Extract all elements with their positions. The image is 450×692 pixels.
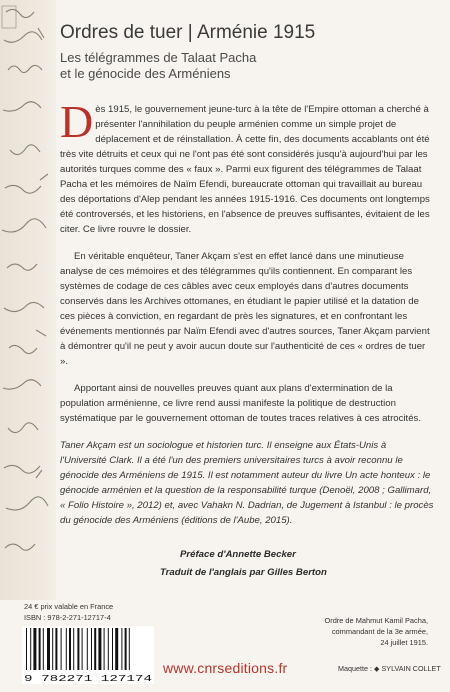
barcode-bar bbox=[30, 628, 31, 670]
caption-line-2: commandant de la 3e armée, bbox=[331, 627, 428, 636]
subtitle-line-2: et le génocide des Arméniens bbox=[60, 66, 231, 81]
barcode-bar bbox=[26, 628, 27, 670]
paragraph-2: En véritable enquêteur, Taner Akçam s'est en effet lancé dans une minutieuse analyse de ces mémoires et des télégrammes qu'ils contiennent. En comparant les systèmes de codage de ces câbles avec ceux employés dans d'autres documents conservés dans les Archives ottomanes, en étudiant le papier utilisé et la datation de ces pièces à conviction, en regardant de près les signatures, et en confrontant les événements mentionnés par Naïm Efendi avec d'autres sources, Taner Akçam parvient à démontrer qu'il ne peut y avoir aucun doute sur l'authenticité de ces « ordres de tuer ». bbox=[60, 251, 430, 367]
barcode-bar bbox=[61, 628, 62, 670]
barcode-bar bbox=[112, 628, 113, 670]
book-title: Ordres de tuer | Arménie 1915 bbox=[60, 22, 316, 43]
drop-cap-letter: D bbox=[60, 96, 94, 147]
price-label: 24 € prix valable en France bbox=[24, 602, 114, 611]
barcode-bar bbox=[39, 628, 41, 670]
barcode-bar bbox=[73, 628, 74, 670]
blurb-text bbox=[60, 96, 434, 528]
caption-line-3: 24 juillet 1915. bbox=[380, 638, 428, 647]
barcode-bar bbox=[98, 628, 101, 670]
caption-line-1: Ordre de Mahmut Kamil Pacha, bbox=[324, 616, 428, 625]
barcode-bar bbox=[33, 628, 36, 670]
image-caption bbox=[288, 615, 428, 648]
barcode-bar bbox=[66, 628, 67, 670]
subtitle-line-1: Les télégrammes de Talaat Pacha bbox=[60, 50, 257, 65]
barcode-bar bbox=[121, 628, 122, 670]
preface-credit: Préface d'Annette Becker bbox=[180, 549, 296, 560]
bio-text-1: est un sociologue et historien turc. Il enseigne aux États-Unis à l'Université Clark. Il a été l'un des premiers universitaires turcs à avoir reconnu le génocide des Arméniens de 1915. Il est notamment auteur du livre bbox=[60, 440, 403, 481]
bio-text-2: (Denoël, 2008 ; Gallimard, « Folio Histoire », 2012) et, avec Vahakn N. Dadrian, de bbox=[60, 485, 432, 511]
barcode-bar bbox=[52, 628, 53, 670]
barcode-bar bbox=[104, 628, 105, 670]
barcode-bar bbox=[115, 628, 118, 670]
barcode-bar bbox=[47, 628, 50, 670]
isbn-label: ISBN : 978-2-271-12717-4 bbox=[24, 613, 111, 622]
ottoman-document-image bbox=[0, 0, 56, 600]
author-bio bbox=[60, 438, 434, 528]
paragraph-3: Apportant ainsi de nouvelles preuves quant aux plans d'extermination de la population arménienne, ce livre rend aussi manifeste la politique de destruction systématique par le gouvernement ottoman de toutes traces relatives à ces atrocités. bbox=[60, 383, 422, 424]
barcode-bar bbox=[87, 628, 88, 670]
bio-book-1: Un acte honteux : le génocide arménien et la question de la responsabilité turque bbox=[60, 470, 431, 496]
barcode-bar bbox=[77, 628, 79, 670]
publisher-website-link[interactable]: www.cnrseditions.fr bbox=[163, 660, 288, 676]
barcode-bar bbox=[94, 628, 96, 670]
barcode-bar bbox=[129, 628, 130, 670]
design-credit: Maquette : ◆ SYLVAIN COLLET bbox=[338, 664, 441, 673]
price-isbn-block bbox=[24, 601, 113, 623]
paragraph-1-text: ès 1915, le gouvernement jeune-turc à la tête de l'Empire ottoman a cherché à présenter l'annihilation du peuple arménien comme un simple projet de déplacement et de réinstallation. À cette fin, des documents accablants ont été très vite détruits et ceux qui ne l'ont pas été sont considérés jusqu'à aujourd'hui par les autorités turques comme des « faux ». Parmi eux figurent des télégrammes de Talaat Pacha et les mémoires de Naïm Efendi, bureaucrate ottoman qui travaillait au bureau des déportations d'Alep pendant les années 1915-1916. Ces documents ont longtemps été controversés, et les historiens, en l'absence de preuves suffisantes, évitaient de les citer. Ce livre rouvre le dossier. bbox=[60, 104, 430, 235]
barcode-digits: 9 782271 127174 bbox=[24, 673, 153, 684]
barcode-bar bbox=[91, 628, 92, 670]
barcode bbox=[22, 626, 154, 684]
barcode-bar bbox=[69, 628, 71, 670]
bio-text-3: (éditions de l'Aube, 2015). bbox=[178, 515, 293, 526]
bio-book-2: Jugement à Istanbul : le procès du génocide des Arméniens bbox=[60, 500, 434, 526]
author-name: Taner Akçam bbox=[60, 440, 116, 451]
book-subtitle bbox=[60, 50, 256, 82]
barcode-bar bbox=[108, 628, 109, 670]
barcode-bar bbox=[43, 628, 44, 670]
barcode-bar bbox=[125, 628, 127, 670]
barcode-bar bbox=[82, 628, 83, 670]
barcode-bar bbox=[55, 628, 57, 670]
paragraph-1 bbox=[60, 96, 434, 237]
translation-credit: Traduit de l'anglais par Gilles Berton bbox=[160, 567, 327, 578]
